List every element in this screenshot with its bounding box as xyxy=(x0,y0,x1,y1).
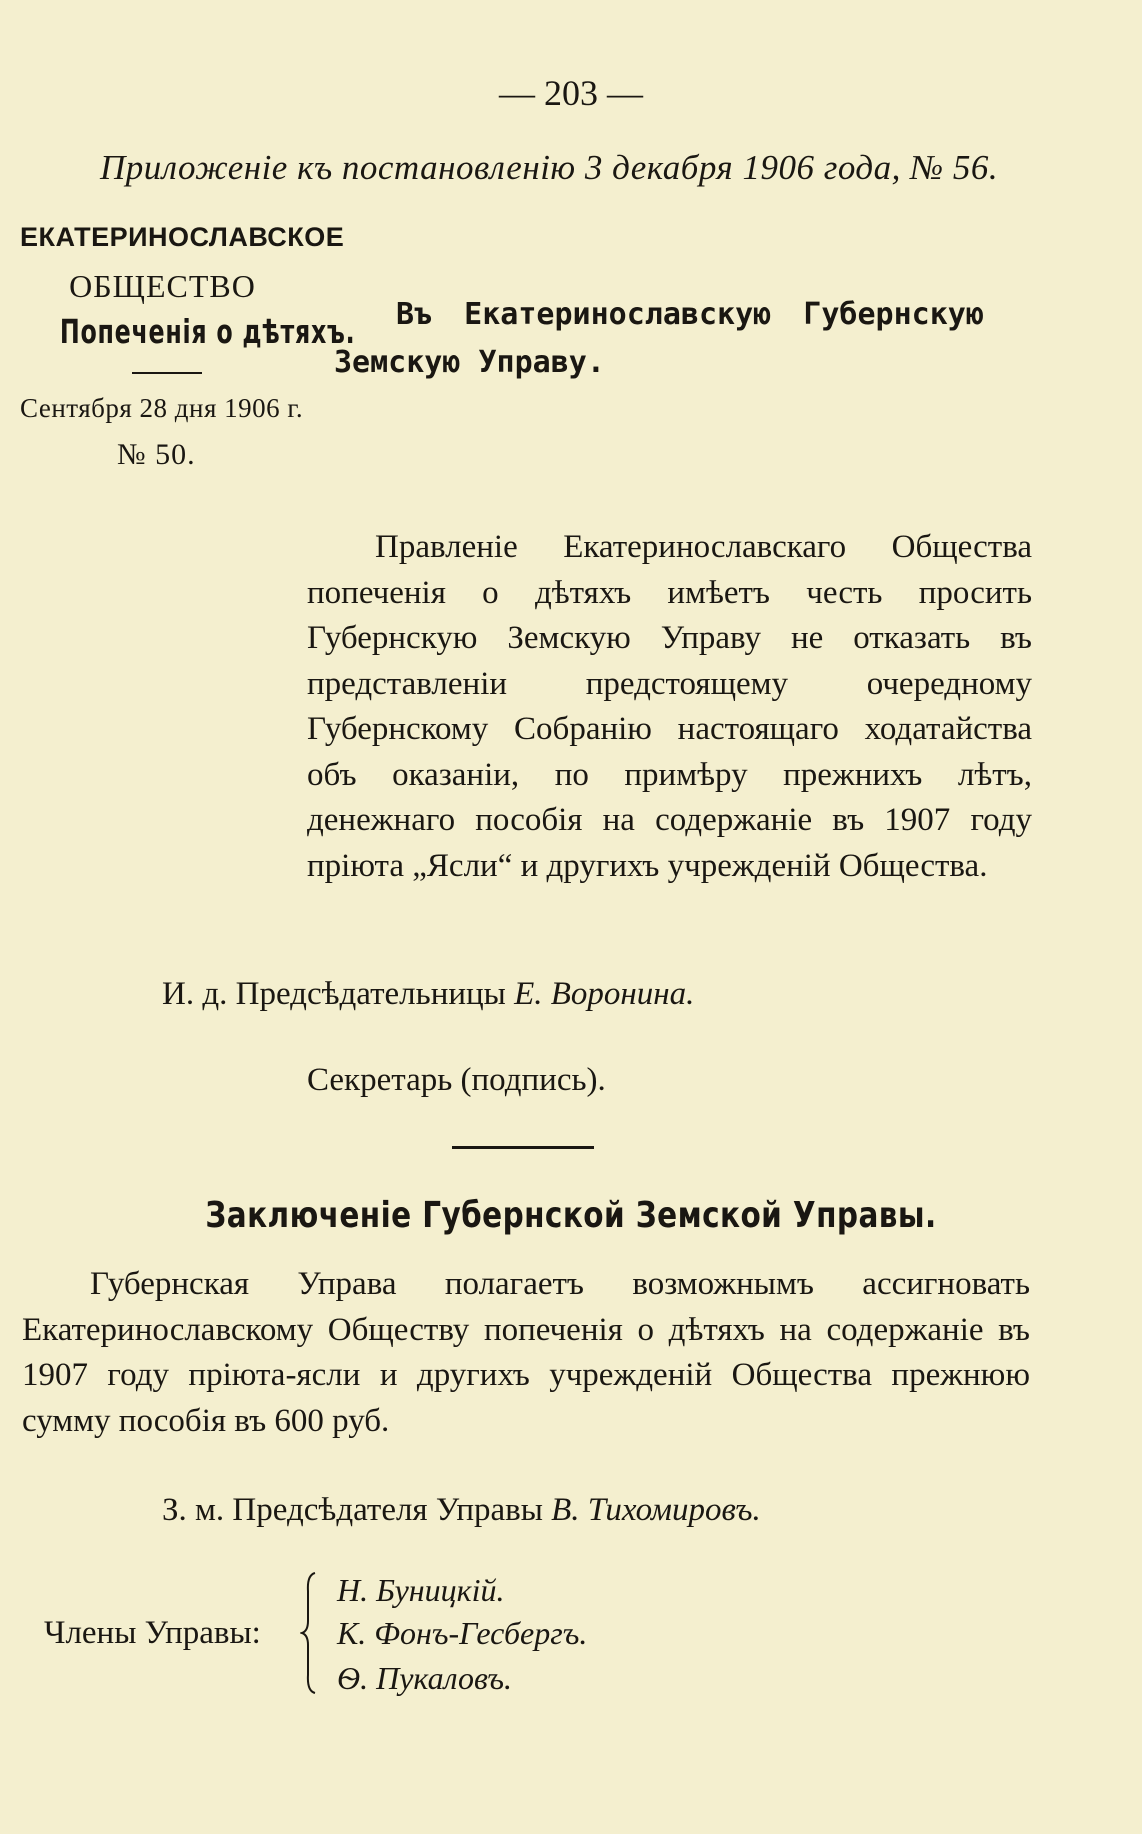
org-name-line-2: ОБЩЕСТВО xyxy=(69,268,256,304)
deputy-signature xyxy=(162,1492,761,1529)
address-line-1: Въ Екатеринославскую Губернскую xyxy=(396,297,984,332)
member-name: Ѳ. Пукаловъ. xyxy=(337,1660,513,1696)
letter-date: Сентября 28 дня 1906 г. xyxy=(20,393,304,423)
appendix-heading: Приложеніе къ постановленію 3 декабря 1906 года, № 56. xyxy=(100,148,999,187)
chair-signature xyxy=(162,976,694,1013)
address-line-2: Земскую Управу. xyxy=(334,345,605,380)
signature-prefix: И. д. Предсѣдательницы xyxy=(162,976,506,1012)
org-name-line-1: ЕКАТЕРИНОСЛАВСКОЕ xyxy=(20,222,345,252)
section-divider xyxy=(452,1146,594,1149)
deputy-name: В. Тихомировъ. xyxy=(551,1492,761,1528)
member-name: Н. Буницкій. xyxy=(337,1572,505,1608)
member-name: К. Фонъ-Гесбергъ. xyxy=(337,1615,588,1651)
org-rule xyxy=(132,372,202,374)
members-brace xyxy=(300,1571,318,1695)
signature-name: Е. Воронина. xyxy=(514,976,695,1012)
conclusion-body: Губернская Управа полагаетъ возможнымъ ассигновать Екатеринославскому Обществу попеченія о дѣтяхъ на содержаніе въ 1907 году пріюта-ясли и другихъ учрежденій Общества прежнюю сумму пособія въ 600 руб. xyxy=(22,1266,1030,1439)
org-name-line-3: Попеченія о дѣтяхъ. xyxy=(59,312,356,351)
conclusion-title: Заключеніе Губернской Земской Управы. xyxy=(205,1195,937,1236)
members-label: Члены Управы: xyxy=(44,1615,261,1651)
secretary-line: Секретарь (подпись). xyxy=(307,1062,606,1098)
deputy-prefix: З. м. Предсѣдателя Управы xyxy=(162,1492,543,1528)
letter-number: № 50. xyxy=(117,438,196,471)
petition-body: Правленіе Екатеринославскаго Общества попеченія о дѣтяхъ имѣетъ честь просить Губернскую Земскую Управу не отказать въ представленіи предстоящему очередному Губернскому Собранію настоящаго ходатайства объ оказаніи, по примѣру прежнихъ лѣтъ, денежнаго пособія на содержаніе въ 1907 году пріюта „Ясли“ и другихъ учрежденій Общества. xyxy=(307,529,1032,884)
page-number: — 203 — xyxy=(499,73,643,113)
